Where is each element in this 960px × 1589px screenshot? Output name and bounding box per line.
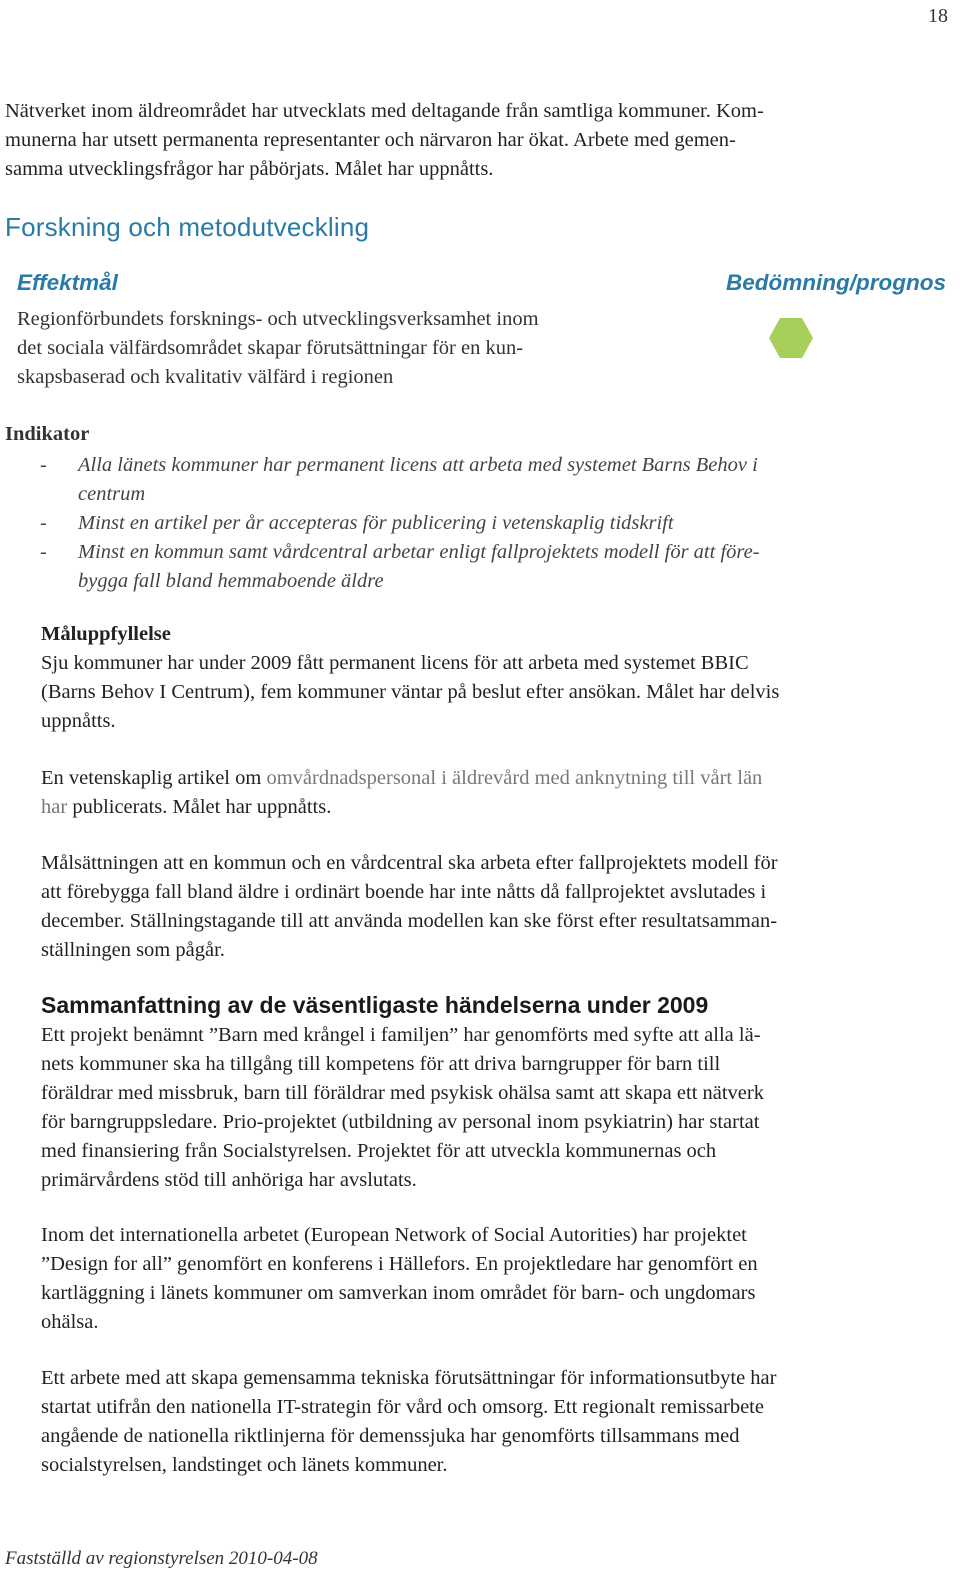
list-item-line: Alla länets kommuner har permanent licens att arbeta med systemet Barns Behov i	[78, 454, 758, 476]
effektmal-text	[17, 305, 682, 392]
text-span: En vetenskaplig artikel om	[41, 767, 267, 789]
intro-paragraph	[5, 97, 935, 184]
paragraph-line: Ett arbete med att skapa gemensamma tekniska förutsättningar för informationsutbyte har	[41, 1367, 777, 1389]
indikator-heading: Indikator	[5, 423, 90, 445]
maluppfyllelse-heading: Måluppfyllelse	[41, 623, 171, 645]
paragraph-line: ställningen som pågår.	[41, 939, 225, 961]
list-dash: -	[40, 541, 47, 563]
summary-paragraph-3	[41, 1364, 941, 1480]
text-span-light: omvårdnadspersonal i äldrevård med anknytning till vårt län	[266, 767, 763, 789]
paragraph-line: nets kommuner ska ha tillgång till kompetens för att driva barngrupper för barn till	[41, 1053, 721, 1075]
green-hexagon-icon	[769, 318, 813, 358]
intro-line: Nätverket inom äldreområdet har utvecklats med deltagande från samtliga kommuner. Kom-	[5, 100, 764, 122]
intro-line: samma utvecklingsfrågor har påbörjats. Målet har uppnåtts.	[5, 158, 494, 180]
page-number: 18	[928, 5, 948, 27]
maluppfyllelse-paragraph-2	[41, 764, 941, 822]
footer-text: Fastställd av regionstyrelsen 2010-04-08	[5, 1548, 318, 1569]
effektmal-heading: Effektmål	[17, 270, 118, 295]
paragraph-line: startat utifrån den nationella IT-strategin för vård och omsorg. Ett regionalt remissarbete	[41, 1396, 764, 1418]
list-item-line: centrum	[78, 483, 146, 505]
paragraph-line: Inom det internationella arbetet (European Network of Social Autorities) har projektet	[41, 1224, 747, 1246]
list-item-line: bygga fall bland hemmaboende äldre	[78, 570, 384, 592]
paragraph-line	[41, 764, 941, 793]
paragraph-line: att förebygga fall bland äldre i ordinärt boende har inte nåtts då fallprojektet avslutades i	[41, 881, 767, 903]
paragraph-line: uppnåtts.	[41, 710, 116, 732]
summary-paragraph-2	[41, 1221, 941, 1337]
paragraph-line: socialstyrelsen, landstinget och länets kommuner.	[41, 1454, 448, 1476]
summary-heading: Sammanfattning av de väsentligaste händelserna under 2009	[41, 992, 709, 1018]
intro-line: munerna har utsett permanenta representanter och närvaron har ökat. Arbete med gemen-	[5, 129, 736, 151]
paragraph-line: ”Design for all” genomfört en konferens i Hällefors. En projektledare har genomfört en	[41, 1253, 758, 1275]
list-dash: -	[40, 454, 47, 476]
text-span: publicerats. Målet har uppnåtts.	[67, 796, 332, 818]
effektmal-line: det sociala välfärdsområdet skapar förutsättningar för en kun-	[17, 337, 524, 359]
paragraph-line: med finansiering från Socialstyrelsen. Projektet för att utveckla kommunernas och	[41, 1140, 717, 1162]
paragraph-line: för barngruppsledare. Prio-projektet (utbildning av personal inom psykiatrin) har startat	[41, 1111, 760, 1133]
list-item	[40, 451, 920, 509]
list-item	[40, 509, 920, 538]
paragraph-line: december. Ställningstagande till att använda modellen kan ske först efter resultatsamman-	[41, 910, 778, 932]
list-item-line: Minst en kommun samt vårdcentral arbetar enligt fallprojektets modell för att före-	[78, 541, 760, 563]
indikator-list	[40, 451, 920, 596]
paragraph-line: angående de nationella riktlinjerna för demenssjuka har genomförts tillsammans med	[41, 1425, 740, 1447]
text-span-light: har	[41, 796, 68, 818]
paragraph-line: ohälsa.	[41, 1311, 99, 1333]
maluppfyllelse-paragraph-1	[41, 649, 941, 736]
list-item-line: Minst en artikel per år accepteras för publicering i vetenskaplig tidskrift	[78, 512, 674, 534]
paragraph-line: Målsättningen att en kommun och en vårdcentral ska arbeta efter fallprojektets modell för	[41, 852, 778, 874]
list-item	[40, 538, 920, 596]
paragraph-line: primärvårdens stöd till anhöriga har avslutats.	[41, 1169, 417, 1191]
effektmal-line: skapsbaserad och kvalitativ välfärd i regionen	[17, 366, 394, 388]
maluppfyllelse-paragraph-3	[41, 849, 941, 965]
summary-paragraph-1	[41, 1021, 941, 1195]
effektmal-line: Regionförbundets forsknings- och utvecklingsverksamhet inom	[17, 308, 539, 330]
list-dash: -	[40, 512, 47, 534]
bedomning-heading: Bedömning/prognos	[726, 270, 946, 295]
paragraph-line: (Barns Behov I Centrum), fem kommuner väntar på beslut efter ansökan. Målet har delvis	[41, 681, 780, 703]
section-title: Forskning och metodutveckling	[5, 212, 370, 242]
paragraph-line: föräldrar med missbruk, barn till föräldrar med psykisk ohälsa samt att skapa ett nätverk	[41, 1082, 764, 1104]
paragraph-line: Ett projekt benämnt ”Barn med krångel i familjen” har genomförts med syfte att alla lä-	[41, 1024, 761, 1046]
paragraph-line: kartläggning i länets kommuner om samverkan inom området för barn- och ungdomars	[41, 1282, 756, 1304]
paragraph-line: Sju kommuner har under 2009 fått permanent licens för att arbeta med systemet BBIC	[41, 652, 749, 674]
paragraph-line	[41, 793, 941, 822]
